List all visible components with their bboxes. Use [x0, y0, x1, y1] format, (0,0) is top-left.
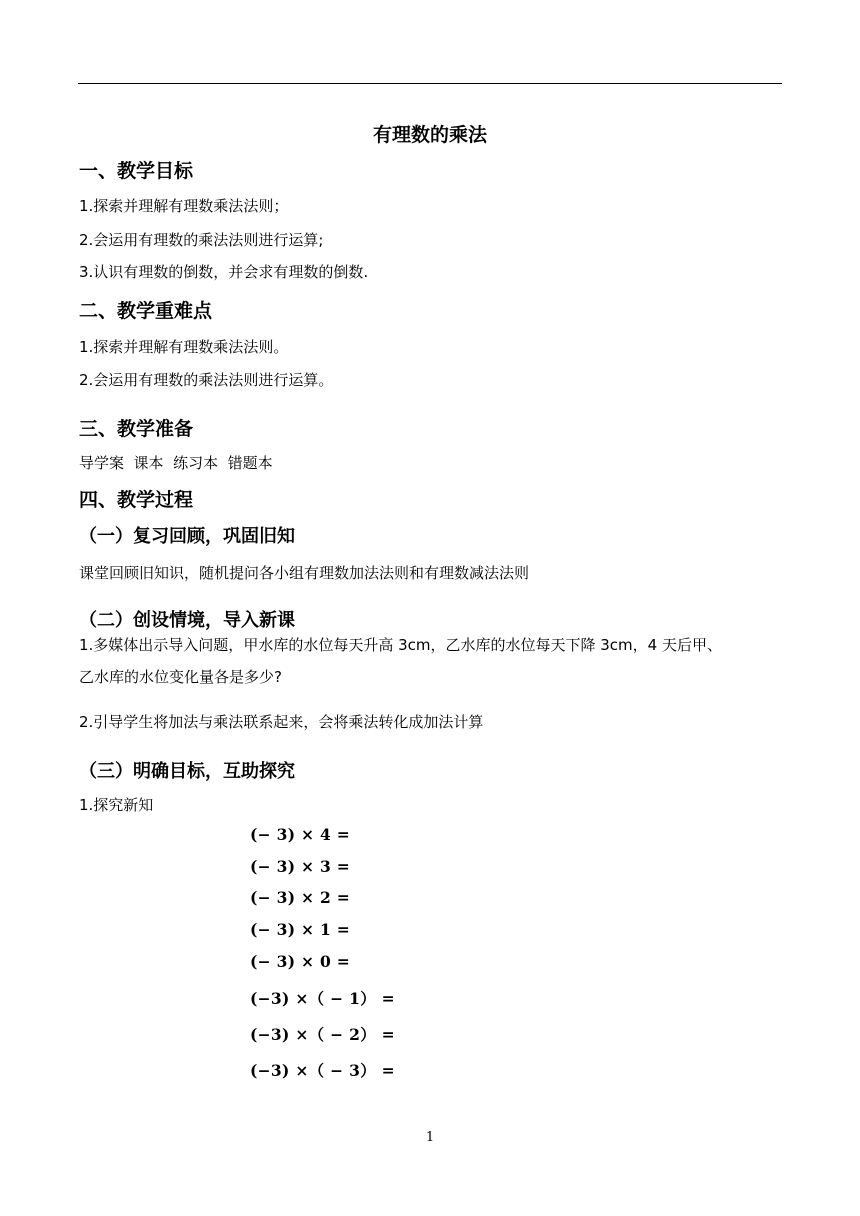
part2-item1-line1: 1.多媒体出示导入问题，甲水库的水位每天升高 3cm，乙水库的水位每天下降 3cm，4 天后甲、 [79, 636, 722, 654]
equation-5: (− 3) × 0 = [250, 952, 351, 971]
equation-3: (− 3) × 2 = [250, 888, 351, 907]
equation-1: (− 3) × 4 = [250, 825, 351, 844]
part1-heading: （一）复习回顾，巩固旧知 [79, 526, 295, 547]
part2-heading: （二）创设情境，导入新课 [79, 610, 295, 631]
part2-item2: 2.引导学生将加法与乘法联系起来，会将乘法转化成加法计算 [79, 713, 484, 731]
document-title: 有理数的乘法 [372, 124, 487, 146]
equation-6: (−3) ×（ − 1） = [250, 989, 395, 1008]
part3-item1: 1.探究新知 [79, 796, 154, 814]
section-heading-process: 四、教学过程 [79, 489, 194, 511]
section-heading-goals: 一、教学目标 [79, 160, 194, 182]
header-rule [78, 83, 782, 84]
preparation-text: 导学案 课本 练习本 错题本 [79, 454, 273, 472]
part1-text: 课堂回顾旧知识，随机提问各小组有理数加法法则和有理数减法法则 [79, 564, 530, 582]
equation-2: (− 3) × 3 = [250, 857, 351, 876]
section-heading-key-points: 二、教学重难点 [79, 300, 213, 322]
key-point-item-1: 1.探索并理解有理数乘法法则。 [79, 338, 289, 356]
part2-item1-line2: 乙水库的水位变化量各是多少? [79, 668, 282, 686]
section-heading-preparation: 三、教学准备 [79, 418, 194, 440]
equation-4: (− 3) × 1 = [250, 920, 351, 939]
page-number: 1 [425, 1130, 435, 1145]
part3-heading: （三）明确目标，互助探究 [79, 761, 295, 782]
equation-8: (−3) ×（ − 3） = [250, 1061, 395, 1080]
equation-7: (−3) ×（ − 2） = [250, 1025, 395, 1044]
goal-item-1: 1.探索并理解有理数乘法法则； [79, 197, 289, 215]
goal-item-2: 2.会运用有理数的乘法法则进行运算; [79, 231, 324, 249]
key-point-item-2: 2.会运用有理数的乘法法则进行运算。 [79, 371, 334, 389]
goal-item-3: 3.认识有理数的倒数，并会求有理数的倒数. [79, 263, 369, 281]
